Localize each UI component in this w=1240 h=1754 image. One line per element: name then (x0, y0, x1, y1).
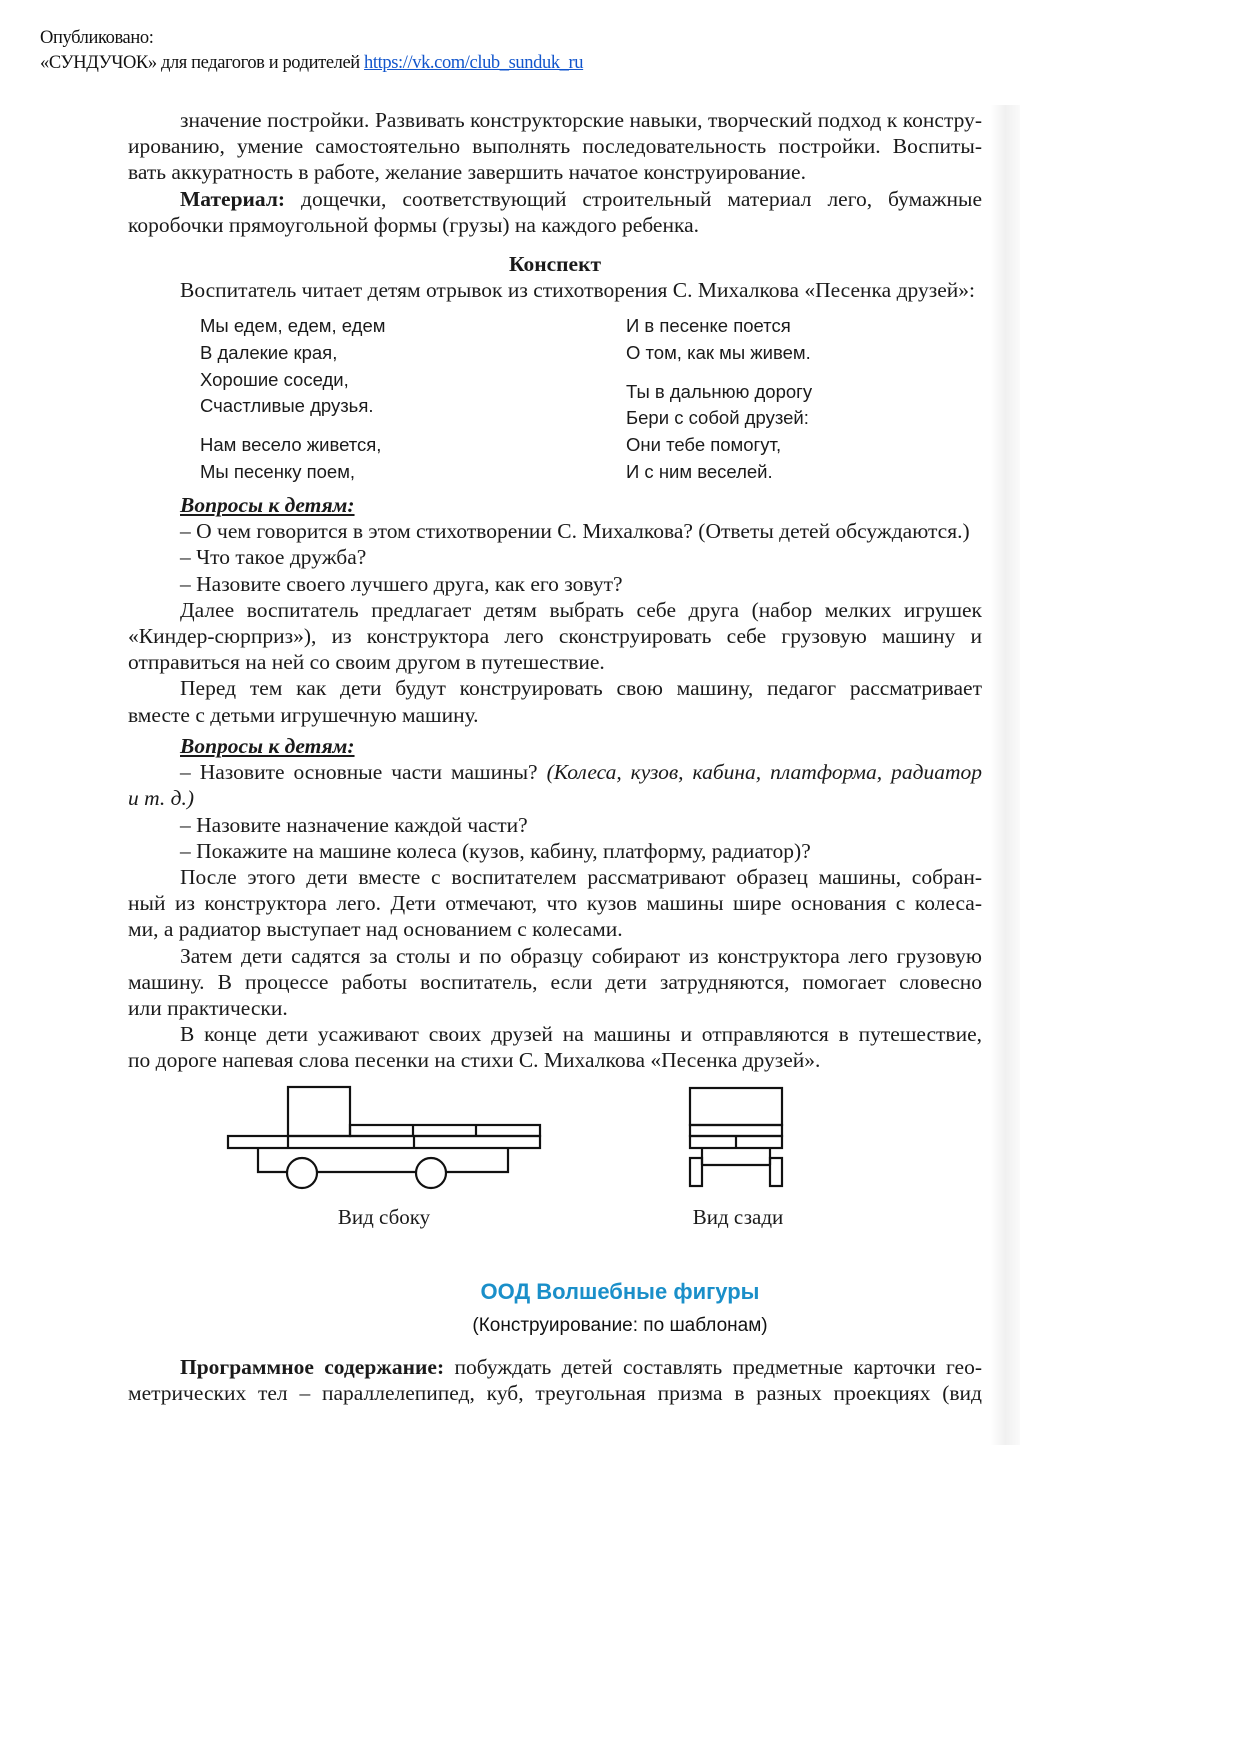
text-segment: вать аккуратность в работе, желание завершить начатое конструирование. (128, 160, 806, 185)
questions-heading: Вопросы к детям: (180, 493, 355, 517)
rear-view-caption: Вид сзади (692, 1205, 784, 1229)
truck-rear-cabin (690, 1088, 782, 1125)
text-segment: метрических тел – параллелепипед, куб, треугольная призма в разных проекциях (вид (128, 1381, 982, 1406)
text-segment: отправиться на ней со своим другом в путешествие. (128, 650, 605, 675)
published-label: Опубликовано: (40, 28, 154, 48)
truck-wheel (690, 1158, 702, 1186)
text-segment: побуждать детей составлять предметные карточки гео- (444, 1355, 982, 1379)
poem-line: Они тебе помогут, (626, 434, 782, 456)
text-segment: Затем дети садятся за столы и по образцу собирают из конструктора лего грузовую (180, 943, 982, 968)
text-segment: «Киндер-сюрприз»), из конструктора лего сконструировать себе грузовую машину и (128, 623, 982, 648)
source-link[interactable]: https://vk.com/club_sunduk_ru (364, 53, 584, 73)
truck-cabin (288, 1087, 350, 1136)
poem-line: В далекие края, (200, 341, 338, 363)
text-segment: и т. д.) (128, 786, 195, 811)
text-segment: После этого дети вместе с воспитателем рассматривают образец машины, собран- (180, 864, 982, 889)
text-segment: коробочки прямоугольной формы (грузы) на каждого ребенка. (128, 212, 699, 237)
truck-wheel (770, 1158, 782, 1186)
text-line (128, 1380, 982, 1406)
truck-rear-view (690, 1088, 782, 1186)
poem-line: Мы едем, едем, едем (200, 315, 386, 336)
text-segment: – Назовите основные части машины? (180, 760, 547, 785)
text-segment: – Назовите своего лучшего друга, как его зовут? (180, 571, 623, 596)
text-segment: машину. В процессе работы воспитатель, если дети затрудняются, помогает словесно (128, 969, 982, 994)
text-segment: дощечки, соответствующий строительный материал лего, бумажные (285, 186, 982, 211)
text-segment: Далее воспитатель предлагает детям выбрать себе друга (набор мелких игрушек (180, 597, 982, 622)
questions-heading: Вопросы к детям: (180, 734, 355, 758)
poem-line: И с ним веселей. (626, 460, 773, 482)
text-segment: – Что такое дружба? (180, 545, 367, 570)
poem-line: Мы песенку поем, (200, 460, 356, 482)
truck-body-boards (350, 1125, 540, 1136)
poem-line: И в песенке поется (626, 315, 791, 336)
truck-side-view (228, 1087, 540, 1188)
poem-line: Счастливые друзья. (200, 395, 374, 417)
konspekt-heading: Конспект (508, 252, 602, 276)
section-title: ООД Волшебные фигуры (480, 1279, 760, 1304)
text-segment: Перед тем как дети будут конструировать свою машину, педагог рассматривает (180, 676, 982, 701)
text-segment: – О чем говорится в этом стихотворении С. Михалкова? (Ответы детей обсуждаются.) (180, 519, 970, 544)
poem-line: Хорошие соседи, (200, 368, 349, 390)
text-segment: по дороге напевая слова песенки на стихи С. Михалкова «Песенка друзей». (128, 1048, 821, 1073)
truck-wheel (416, 1158, 446, 1188)
text-segment: вместе с детьми игрушечную машину. (128, 702, 479, 727)
text-line (128, 1354, 982, 1380)
text-segment: Воспитатель читает детям отрывок из стихотворения С. Михалкова «Песенка друзей»: (180, 278, 975, 302)
source-text: «СУНДУЧОК» для педагогов и родителей (40, 53, 360, 73)
program-content (128, 1354, 982, 1406)
text-segment: Материал: (180, 186, 286, 211)
text-segment: ми, а радиатор выступает над основанием с колесами. (128, 917, 623, 942)
text-segment: В конце дети усаживают своих друзей на машины и отправляются в путешествие, (180, 1022, 982, 1047)
poem-line: Бери с собой друзей: (626, 407, 809, 429)
side-view-caption: Вид сбоку (337, 1205, 431, 1229)
section-subtitle: (Конструирование: по шаблонам) (472, 1315, 768, 1336)
text-segment: значение постройки. Развивать конструкторские навыки, творческий подход к констру- (180, 108, 982, 132)
poem-line: О том, как мы живем. (626, 341, 811, 363)
text-segment: Программное содержание: (180, 1355, 445, 1379)
poem-line: Ты в дальнюю дорогу (626, 380, 813, 402)
text-segment: ированию, умение самостоятельно выполнять последовательность постройки. Воспиты- (128, 134, 982, 159)
text-segment: или практически. (128, 995, 288, 1020)
text-segment: – Покажите на машине колеса (кузов, кабину, платформу, радиатор)? (180, 838, 811, 863)
text-segment: – Назовите назначение каждой части? (180, 812, 528, 837)
truck-platform (228, 1136, 540, 1148)
truck-wheel (287, 1158, 317, 1188)
text-segment: ный из конструктора лего. Дети отмечают, что кузов машины шире основания с колеса- (128, 891, 982, 916)
text-segment: (Колеса, кузов, кабина, платформа, радиатор (546, 760, 982, 785)
poem-line: Нам весело живется, (200, 434, 382, 456)
